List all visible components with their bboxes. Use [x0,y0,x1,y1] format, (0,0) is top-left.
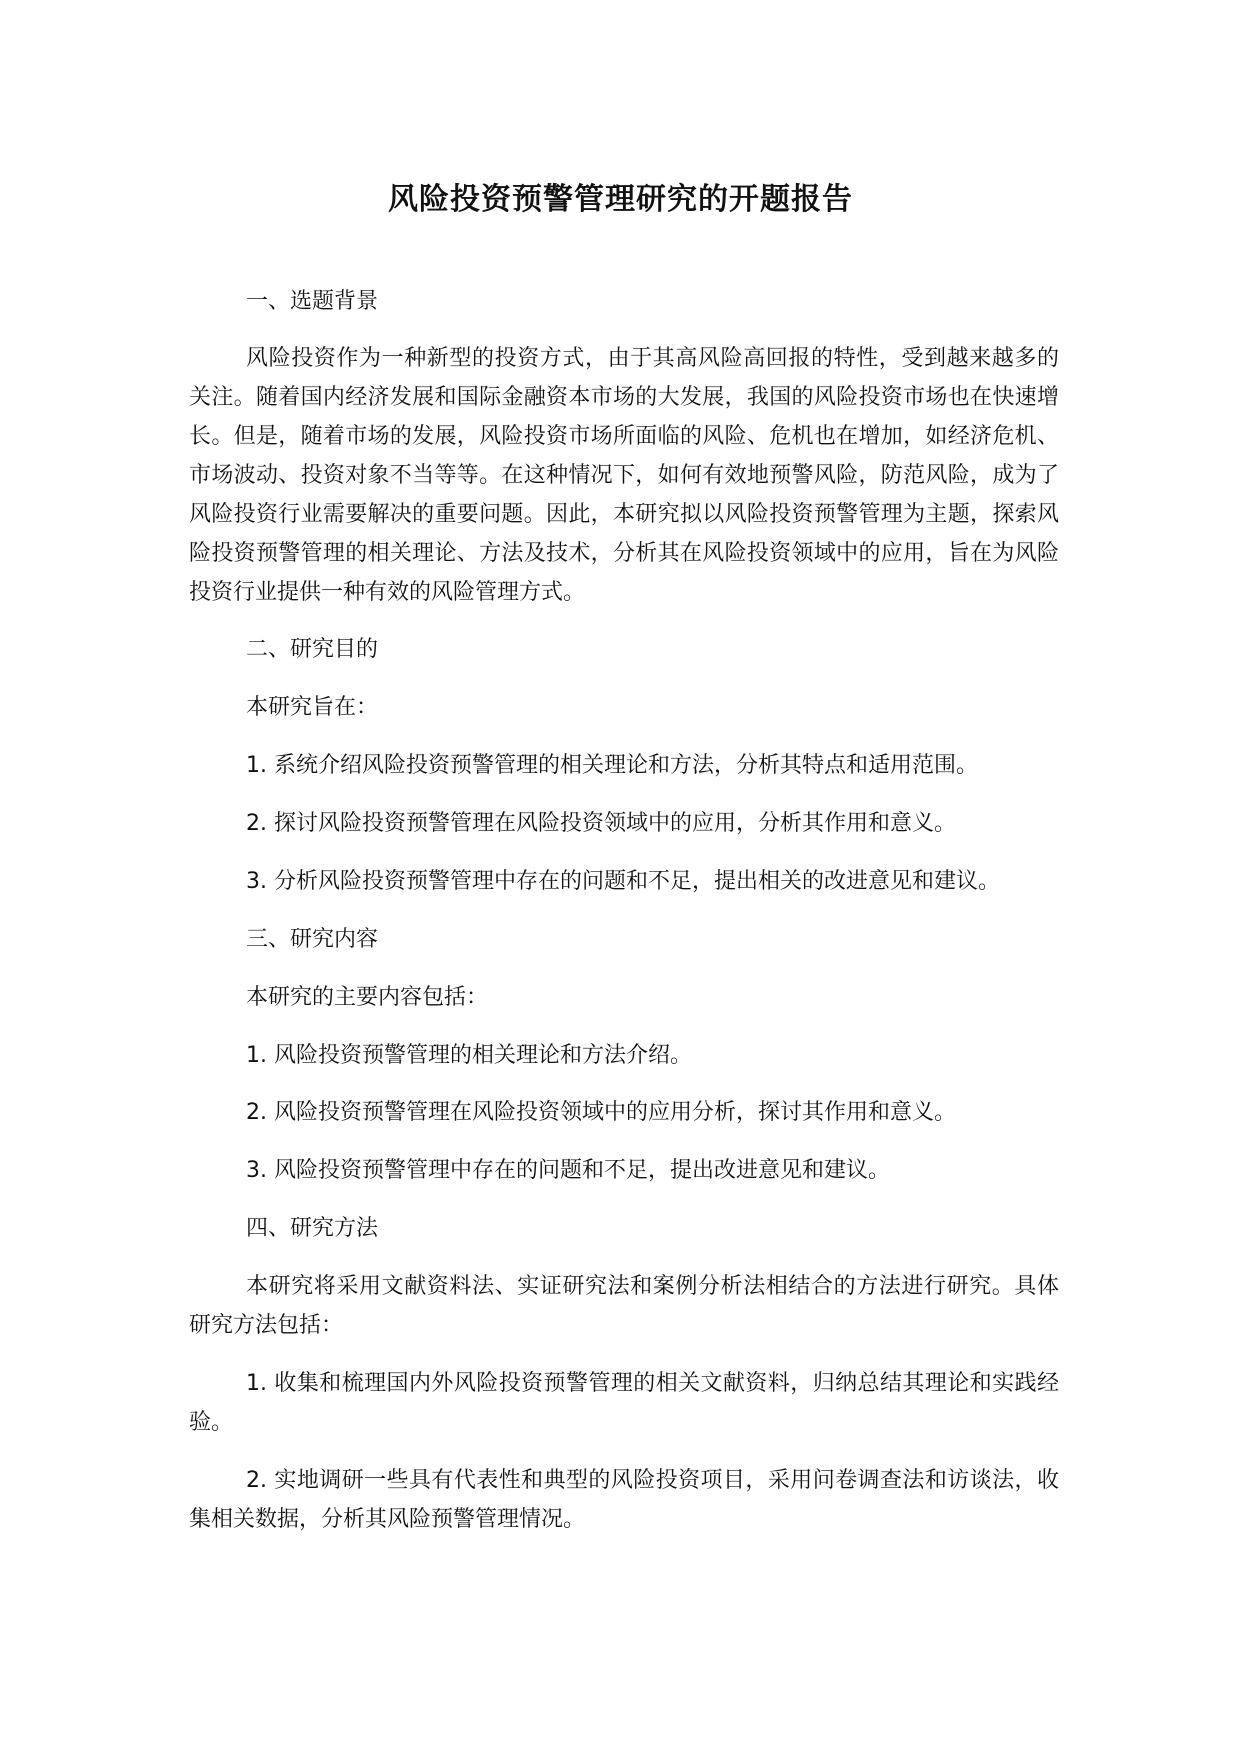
section-heading-objectives: 二、研究目的 [246,637,379,662]
objective-item-1: 1. 系统介绍风险投资预警管理的相关理论和方法，分析其特点和适用范围。 [246,753,978,778]
section-heading-content: 三、研究内容 [246,927,379,952]
method-item-1: 1. 收集和梳理国内外风险投资预警管理的相关文献资料，归纳总结其理论和实践经验。 [189,1371,1059,1435]
objective-item-2: 2. 探讨风险投资预警管理在风险投资领域中的应用，分析其作用和意义。 [246,811,956,836]
method-item-2: 2. 实地调研一些具有代表性和典型的风险投资项目，采用问卷调查法和访谈法，收集相关数据，分析其风险预警管理情况。 [189,1468,1059,1532]
content-item-3: 3. 风险投资预警管理中存在的问题和不足，提出改进意见和建议。 [246,1158,890,1183]
content-intro: 本研究的主要内容包括： [246,985,489,1010]
methods-intro: 本研究将采用文献资料法、实证研究法和案例分析法相结合的方法进行研究。具体研究方法包括： [189,1274,1059,1338]
document-title: 风险投资预警管理研究的开题报告 [388,182,853,217]
section-heading-background: 一、选题背景 [246,289,379,314]
background-paragraph: 风险投资作为一种新型的投资方式，由于其高风险高回报的特性，受到越来越多的关注。随着国内经济发展和国际金融资本市场的大发展，我国的风险投资市场也在快速增长。但是，随着市场的发展，风险投资市场所面临的风险、危机也在增加，如经济危机、市场波动、投资对象不当等等。在这种情况下，如何有效地预警风险，防范风险，成为了风险投资行业需要解决的重要问题。因此，本研究拟以风险投资预警管理为主题，探索风险投资预警管理的相关理论、方法及技术，分析其在风险投资领域中的应用，旨在为风险投资行业提供一种有效的风险管理方式。 [189,346,1059,605]
objectives-intro: 本研究旨在： [246,695,379,720]
content-item-1: 1. 风险投资预警管理的相关理论和方法介绍。 [246,1043,692,1068]
objective-item-3: 3. 分析风险投资预警管理中存在的问题和不足，提出相关的改进意见和建议。 [246,869,1000,894]
content-item-2: 2. 风险投资预警管理在风险投资领域中的应用分析，探讨其作用和意义。 [246,1100,956,1125]
section-heading-methods: 四、研究方法 [246,1216,379,1241]
